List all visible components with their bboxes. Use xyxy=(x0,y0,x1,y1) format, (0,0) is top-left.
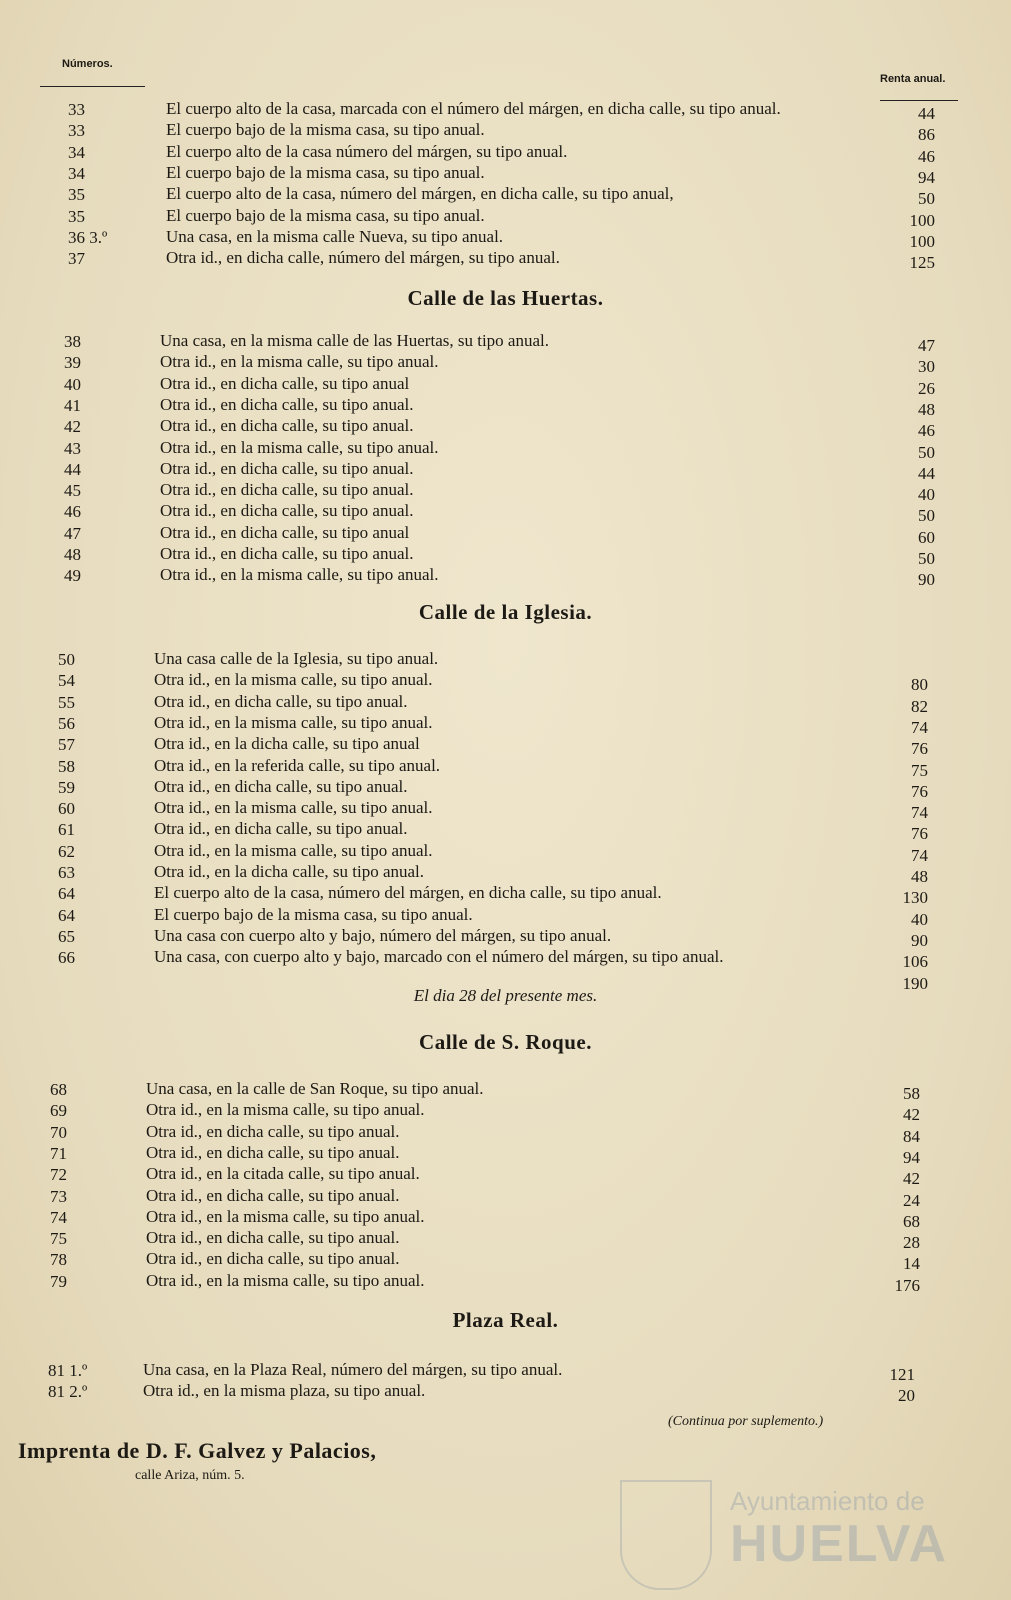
entry-annual-rent: 121 xyxy=(889,1365,915,1384)
entry-annual-rent: 90 xyxy=(911,930,928,950)
entry-number: 78 xyxy=(50,1250,67,1270)
section-title: Calle de la Iglesia. xyxy=(418,600,593,624)
entry-annual-rent: 50 xyxy=(918,189,935,209)
entry-description: El cuerpo alto de la casa, número del márgen, en dicha calle, su tipo anual. xyxy=(154,883,662,903)
entry-number: 44 xyxy=(64,459,81,479)
section-title: Calle de S. Roque. xyxy=(419,1030,592,1054)
entry-annual-rent: 190 xyxy=(902,973,928,993)
entry-description: Otra id., en la misma plaza, su tipo anual. xyxy=(143,1381,426,1401)
entry-description: Otra id., en dicha calle, su tipo anual. xyxy=(160,394,414,414)
entry-description: Otra id., en dicha calle, su tipo anual. xyxy=(154,776,408,796)
entry-number: 65 xyxy=(58,926,75,946)
entry-description: Otra id., en la misma calle, su tipo anual. xyxy=(160,437,439,457)
entry-description: Otra id., en la dicha calle, su tipo anual xyxy=(154,734,420,754)
entry-number: 35 xyxy=(68,206,85,226)
entry-description: Otra id., en dicha calle, su tipo anual. xyxy=(160,480,414,500)
entry-number: 47 xyxy=(64,523,81,543)
entry-number: 45 xyxy=(64,481,81,501)
section-title: Calle de las Huertas. xyxy=(407,286,604,310)
entry-number: 38 xyxy=(64,332,81,351)
entry-annual-rent: 44 xyxy=(918,463,935,483)
entry-annual-rent: 48 xyxy=(918,399,935,419)
entry-description: El cuerpo bajo de la misma casa, su tipo anual. xyxy=(154,904,473,924)
entry-number: 71 xyxy=(50,1143,67,1163)
entry-annual-rent: 40 xyxy=(918,485,935,505)
entry-description: Otra id., en dicha calle, su tipo anual. xyxy=(154,691,408,711)
entry-description: Otra id., en dicha calle, su tipo anual. xyxy=(146,1142,400,1162)
entry-annual-rent: 28 xyxy=(903,1233,920,1253)
entry-number: 81 2.º xyxy=(48,1382,88,1402)
entry-annual-rent: 76 xyxy=(911,781,928,801)
entry-description: Otra id., en la misma calle, su tipo anual. xyxy=(154,712,433,732)
entry-description: El cuerpo alto de la casa número del márgen, su tipo anual. xyxy=(166,141,568,161)
entry-annual-rent: 74 xyxy=(911,845,928,865)
printer-address: calle Ariza, núm. 5. xyxy=(135,1468,245,1483)
entry-number: 49 xyxy=(64,566,81,586)
entry-description: El cuerpo alto de la casa, número del márgen, en dicha calle, su tipo anual, xyxy=(166,184,674,204)
entry-description: Otra id., en dicha calle, número del márgen, su tipo anual. xyxy=(166,248,560,268)
entry-description: Otra id., en dicha calle, su tipo anual. xyxy=(146,1228,400,1248)
entry-description: Otra id., en la misma calle, su tipo anual. xyxy=(146,1270,425,1290)
entry-description: Otra id., en dicha calle, su tipo anual. xyxy=(160,416,414,436)
entry-annual-rent: 24 xyxy=(903,1190,920,1210)
entry-number: 34 xyxy=(68,163,85,183)
entry-description: Otra id., en dicha calle, su tipo anual. xyxy=(146,1249,400,1269)
entry-annual-rent: 74 xyxy=(911,717,928,737)
entry-annual-rent: 82 xyxy=(911,696,928,716)
entry-annual-rent: 50 xyxy=(918,442,935,462)
entry-annual-rent: 50 xyxy=(918,549,935,568)
header-numeros: Números. xyxy=(62,58,113,70)
entry-description: Una casa, en la misma calle Nueva, su tipo anual. xyxy=(166,226,504,246)
entry-description: Una casa, en la misma calle de las Huertas, su tipo anual. xyxy=(160,331,549,350)
entry-number: 57 xyxy=(58,735,75,755)
entry-description: Otra id., en la misma calle, su tipo anual. xyxy=(160,565,439,585)
entry-number: 36 3.º xyxy=(68,227,108,247)
entry-number: 59 xyxy=(58,777,75,797)
entry-annual-rent: 68 xyxy=(903,1211,920,1231)
entry-number: 68 xyxy=(50,1080,67,1099)
entry-description: Otra id., en dicha calle, su tipo anual. xyxy=(160,458,414,478)
entry-annual-rent: 40 xyxy=(911,909,928,929)
entry-number: 64 xyxy=(58,905,75,925)
entry-number: 43 xyxy=(64,438,81,458)
entry-description: Otra id., en dicha calle, su tipo anual. xyxy=(160,544,414,563)
watermark-line1: Ayuntamiento de xyxy=(730,1486,925,1516)
entry-number: 70 xyxy=(50,1122,67,1142)
entry-number: 60 xyxy=(58,799,75,819)
entry-annual-rent: 125 xyxy=(909,253,935,273)
entry-annual-rent: 100 xyxy=(909,231,935,251)
entry-annual-rent: 44 xyxy=(918,104,935,123)
entry-annual-rent: 94 xyxy=(903,1147,920,1167)
section-date-note: El dia 28 del presente mes. xyxy=(413,986,598,1005)
entry-description: El cuerpo bajo de la misma casa, su tipo anual. xyxy=(166,162,485,182)
city-emblem-icon xyxy=(620,1480,712,1590)
archive-watermark xyxy=(620,1480,949,1590)
entry-annual-rent: 76 xyxy=(911,739,928,759)
entry-description: Una casa, en la Plaza Real, número del márgen, su tipo anual. xyxy=(143,1360,563,1379)
entry-number: 42 xyxy=(64,417,81,437)
entry-annual-rent: 75 xyxy=(911,760,928,780)
entry-description: El cuerpo bajo de la misma casa, su tipo anual. xyxy=(166,120,485,140)
entry-annual-rent: 80 xyxy=(911,675,928,695)
entry-annual-rent: 46 xyxy=(918,421,935,441)
section-title: Plaza Real. xyxy=(452,1308,559,1332)
entry-number: 75 xyxy=(50,1229,67,1249)
entry-annual-rent: 46 xyxy=(918,146,935,166)
entry-description: Otra id., en la misma calle, su tipo anual. xyxy=(154,840,433,860)
entry-description: Otra id., en la misma calle, su tipo anual. xyxy=(146,1206,425,1226)
entry-number: 79 xyxy=(50,1271,67,1291)
entry-number: 61 xyxy=(58,820,75,840)
entry-description: El cuerpo bajo de la misma casa, su tipo anual. xyxy=(166,205,485,225)
entry-annual-rent: 84 xyxy=(903,1126,920,1146)
entry-number: 64 xyxy=(58,884,75,904)
entry-annual-rent: 86 xyxy=(918,125,935,145)
entry-annual-rent: 100 xyxy=(909,210,935,230)
entry-description: Otra id., en la misma calle, su tipo anual. xyxy=(154,670,433,690)
entry-description: Otra id., en la misma calle, su tipo anual. xyxy=(146,1100,425,1120)
watermark-line2: HUELVA xyxy=(730,1515,949,1573)
continuation-note: (Continua por suplemento.) xyxy=(668,1414,824,1429)
entry-annual-rent: 20 xyxy=(898,1386,915,1406)
entry-annual-rent: 94 xyxy=(918,167,935,187)
header-rule-right xyxy=(880,100,958,101)
entry-description: Otra id., en dicha calle, su tipo anual. xyxy=(160,501,414,521)
entry-number: 54 xyxy=(58,671,75,691)
entry-number: 55 xyxy=(58,692,75,712)
entry-number: 50 xyxy=(58,650,75,669)
entry-description: Otra id., en la misma calle, su tipo anual. xyxy=(160,352,439,372)
entry-number: 58 xyxy=(58,756,75,776)
entry-description: Otra id., en dicha calle, su tipo anual. xyxy=(146,1121,400,1141)
entry-annual-rent: 48 xyxy=(911,867,928,886)
entry-number: 35 xyxy=(68,185,85,205)
entry-annual-rent: 76 xyxy=(911,824,928,844)
entry-annual-rent: 60 xyxy=(918,527,935,547)
entry-number: 46 xyxy=(64,502,81,522)
entry-number: 39 xyxy=(64,353,81,373)
header-renta-anual: Renta anual. xyxy=(880,73,946,85)
entry-annual-rent: 47 xyxy=(918,336,935,355)
entry-number: 69 xyxy=(50,1101,67,1121)
header-rule-left xyxy=(40,86,145,87)
entry-description: Otra id., en dicha calle, su tipo anual xyxy=(160,373,410,393)
entry-description: Otra id., en dicha calle, su tipo anual. xyxy=(154,819,408,839)
entry-number: 56 xyxy=(58,713,75,733)
entry-annual-rent: 26 xyxy=(918,378,935,398)
entry-number: 37 xyxy=(68,249,85,269)
entry-number: 81 1.º xyxy=(48,1361,88,1380)
entry-annual-rent: 50 xyxy=(918,506,935,526)
entry-number: 34 xyxy=(68,142,85,162)
entry-annual-rent: 42 xyxy=(903,1105,920,1125)
entry-number: 63 xyxy=(58,863,75,882)
entry-annual-rent: 42 xyxy=(903,1169,920,1189)
entry-description: Otra id., en la referida calle, su tipo anual. xyxy=(154,755,441,775)
entry-number: 73 xyxy=(50,1186,67,1206)
entry-annual-rent: 30 xyxy=(918,357,935,377)
entry-annual-rent: 106 xyxy=(902,952,928,972)
entry-description: Otra id., en dicha calle, su tipo anual. xyxy=(146,1185,400,1205)
entry-description: Una casa calle de la Iglesia, su tipo anual. xyxy=(154,649,439,668)
entry-annual-rent: 14 xyxy=(903,1254,920,1274)
printer-name: Imprenta de D. F. Galvez y Palacios, xyxy=(18,1438,377,1463)
entry-description: El cuerpo alto de la casa, marcada con el número del márgen, en dicha calle, su tipo anual. xyxy=(166,99,781,118)
entry-number: 40 xyxy=(64,374,81,394)
entry-number: 33 xyxy=(68,121,85,141)
entry-description: Una casa, en la calle de San Roque, su tipo anual. xyxy=(146,1079,484,1098)
entry-annual-rent: 74 xyxy=(911,803,928,823)
entry-description: Otra id., en la dicha calle, su tipo anual. xyxy=(154,862,425,881)
entry-annual-rent: 90 xyxy=(918,570,935,590)
entry-annual-rent: 58 xyxy=(903,1084,920,1103)
entry-number: 62 xyxy=(58,841,75,861)
entry-annual-rent: 130 xyxy=(902,888,928,908)
entry-number: 33 xyxy=(68,100,85,119)
entry-number: 74 xyxy=(50,1207,67,1227)
entry-number: 66 xyxy=(58,948,75,968)
entry-description: Otra id., en la citada calle, su tipo anual. xyxy=(146,1164,420,1184)
entry-number: 72 xyxy=(50,1165,67,1185)
entry-description: Una casa con cuerpo alto y bajo, número del márgen, su tipo anual. xyxy=(154,925,612,945)
entry-description: Una casa, con cuerpo alto y bajo, marcado con el número del márgen, su tipo anual. xyxy=(154,947,724,967)
entry-number: 41 xyxy=(64,395,81,415)
entry-description: Otra id., en la misma calle, su tipo anual. xyxy=(154,798,433,818)
entry-description: Otra id., en dicha calle, su tipo anual xyxy=(160,522,410,542)
entry-annual-rent: 176 xyxy=(894,1275,920,1295)
entry-number: 48 xyxy=(64,545,81,564)
